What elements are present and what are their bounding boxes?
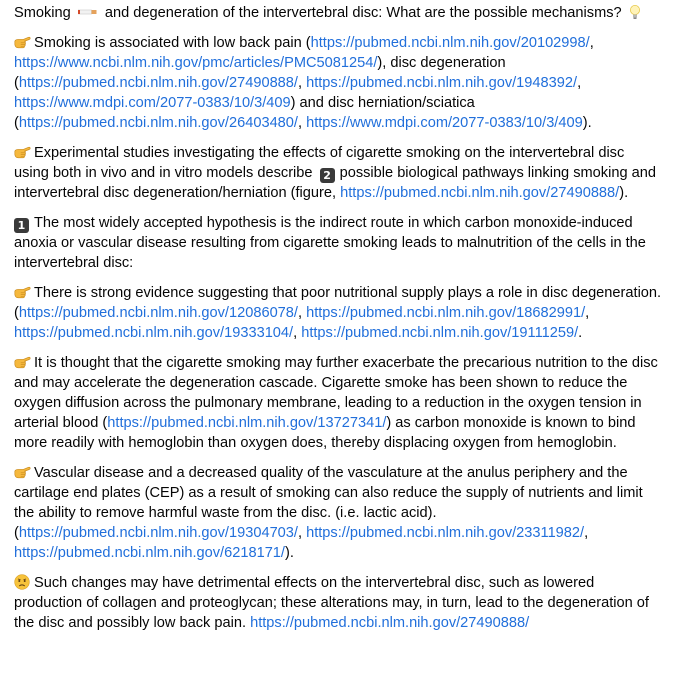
link[interactable]: https://pubmed.ncbi.nlm.nih.gov/23311982/ <box>306 525 585 541</box>
link[interactable]: https://pubmed.ncbi.nlm.nih.gov/26403480/ <box>18 115 298 131</box>
keycap-one-badge: 1 <box>14 218 29 233</box>
paragraph-3: 1 The most widely accepted hypothesis is the indirect route in which carbon monoxide-induced anoxia or vascular disease resulting from cigarette smoking leads to malnutrition of the cells in the intervertebral disc: <box>14 215 646 271</box>
link[interactable]: https://pubmed.ncbi.nlm.nih.gov/18682991/ <box>306 305 586 321</box>
backhand-index-pointing-right-icon <box>14 464 31 480</box>
link[interactable]: https://pubmed.ncbi.nlm.nih.gov/27490888/ <box>250 615 530 631</box>
post-title <box>14 3 663 23</box>
link[interactable]: https://pubmed.ncbi.nlm.nih.gov/19111259/ <box>301 325 579 341</box>
paragraph-6: Vascular disease and a decreased quality of the vasculature at the anulus periphery and the cartilage end plates (CEP) as a result of smoking can also reduce the supply of nutrients and limit the ability to remove harmful waste from the disc. (i.e. lactic acid). (https://pubmed.ncbi.nlm.nih.gov/19304703/, https://pubmed.ncbi.nlm.nih.gov/23311982/, https://pubmed.ncbi.nlm.nih.gov/6218171/). <box>14 465 643 561</box>
link[interactable]: https://www.mdpi.com/2077-0383/10/3/409 <box>14 95 291 111</box>
disappointed-face-icon <box>14 574 30 590</box>
paragraph-7: Such changes may have detrimental effects on the intervertebral disc, such as lowered production of collagen and proteoglycan; these alterations may, in turn, lead to the degeneration of the disc and possibly low back pain. https://pubmed.ncbi.nlm.nih.gov/27490888/ <box>14 575 649 631</box>
link[interactable]: https://pubmed.ncbi.nlm.nih.gov/20102998/ <box>310 35 590 51</box>
link[interactable]: https://pubmed.ncbi.nlm.nih.gov/19333104/ <box>14 325 294 341</box>
link[interactable]: https://pubmed.ncbi.nlm.nih.gov/1948392/ <box>306 75 578 91</box>
link[interactable]: https://pubmed.ncbi.nlm.nih.gov/27490888/ <box>18 75 298 91</box>
link[interactable]: https://pubmed.ncbi.nlm.nih.gov/27490888/ <box>340 185 620 201</box>
keycap-two-badge: 2 <box>320 168 335 183</box>
link[interactable]: https://www.mdpi.com/2077-0383/10/3/409 <box>306 115 583 131</box>
backhand-index-pointing-right-icon <box>14 354 31 370</box>
title-text-2: and degeneration of the intervertebral disc: What are the possible mechanisms? <box>104 5 622 21</box>
backhand-index-pointing-right-icon <box>14 144 31 160</box>
backhand-index-pointing-right-icon <box>14 284 31 300</box>
title-text-1: Smoking <box>14 5 71 21</box>
link[interactable]: https://pubmed.ncbi.nlm.nih.gov/13727341/ <box>107 415 387 431</box>
link[interactable]: https://pubmed.ncbi.nlm.nih.gov/6218171/ <box>14 545 285 561</box>
paragraph-4: There is strong evidence suggesting that poor nutritional supply plays a role in disc degeneration. (https://pubmed.ncbi.nlm.nih.gov/12086078/, https://pubmed.ncbi.nlm.nih.gov/18682991/, https://pubmed.ncbi.nlm.nih.gov/19333104/, https://pubmed.ncbi.nlm.nih.gov/19111259/. <box>14 285 662 341</box>
link[interactable]: https://pubmed.ncbi.nlm.nih.gov/19304703/ <box>18 525 298 541</box>
cigarette-icon <box>78 8 98 16</box>
paragraph-5: It is thought that the cigarette smoking may further exacerbate the precarious nutrition to the disc and may accelerate the degeneration cascade. Cigarette smoke has been shown to reduce the oxygen diffusion across the pulmonary membrane, leading to a reduction in the oxygen tension in arterial blood (https://pubmed.ncbi.nlm.nih.gov/13727341/) as carbon monoxide is known to bind more readily with hemoglobin than oxygen does, thereby displacing oxygen from hemoglobin. <box>14 355 658 451</box>
backhand-index-pointing-right-icon <box>14 34 31 50</box>
link[interactable]: https://www.ncbi.nlm.nih.gov/pmc/articles/PMC5081254/ <box>14 55 378 71</box>
link[interactable]: https://pubmed.ncbi.nlm.nih.gov/12086078/ <box>18 305 298 321</box>
paragraph-1: Smoking is associated with low back pain (https://pubmed.ncbi.nlm.nih.gov/20102998/, https://www.ncbi.nlm.nih.gov/pmc/articles/PMC5081254/), disc degeneration (https://pubmed.ncbi.nlm.nih.gov/27490888/, https://pubmed.ncbi.nlm.nih.gov/1948392/, https://www.mdpi.com/2077-0383/10/3/409) and disc herniation/sciatica (https://pubmed.ncbi.nlm.nih.gov/26403480/, https://www.mdpi.com/2077-0383/10/3/409). <box>14 35 594 131</box>
paragraph-2: Experimental studies investigating the effects of cigarette smoking on the intervertebral disc using both in vivo and in vitro models describe 2 possible biological pathways linking smoking and intervertebral disc degeneration/herniation (figure, https://pubmed.ncbi.nlm.nih.gov/27490888/). <box>14 145 656 201</box>
light-bulb-icon <box>629 4 641 20</box>
